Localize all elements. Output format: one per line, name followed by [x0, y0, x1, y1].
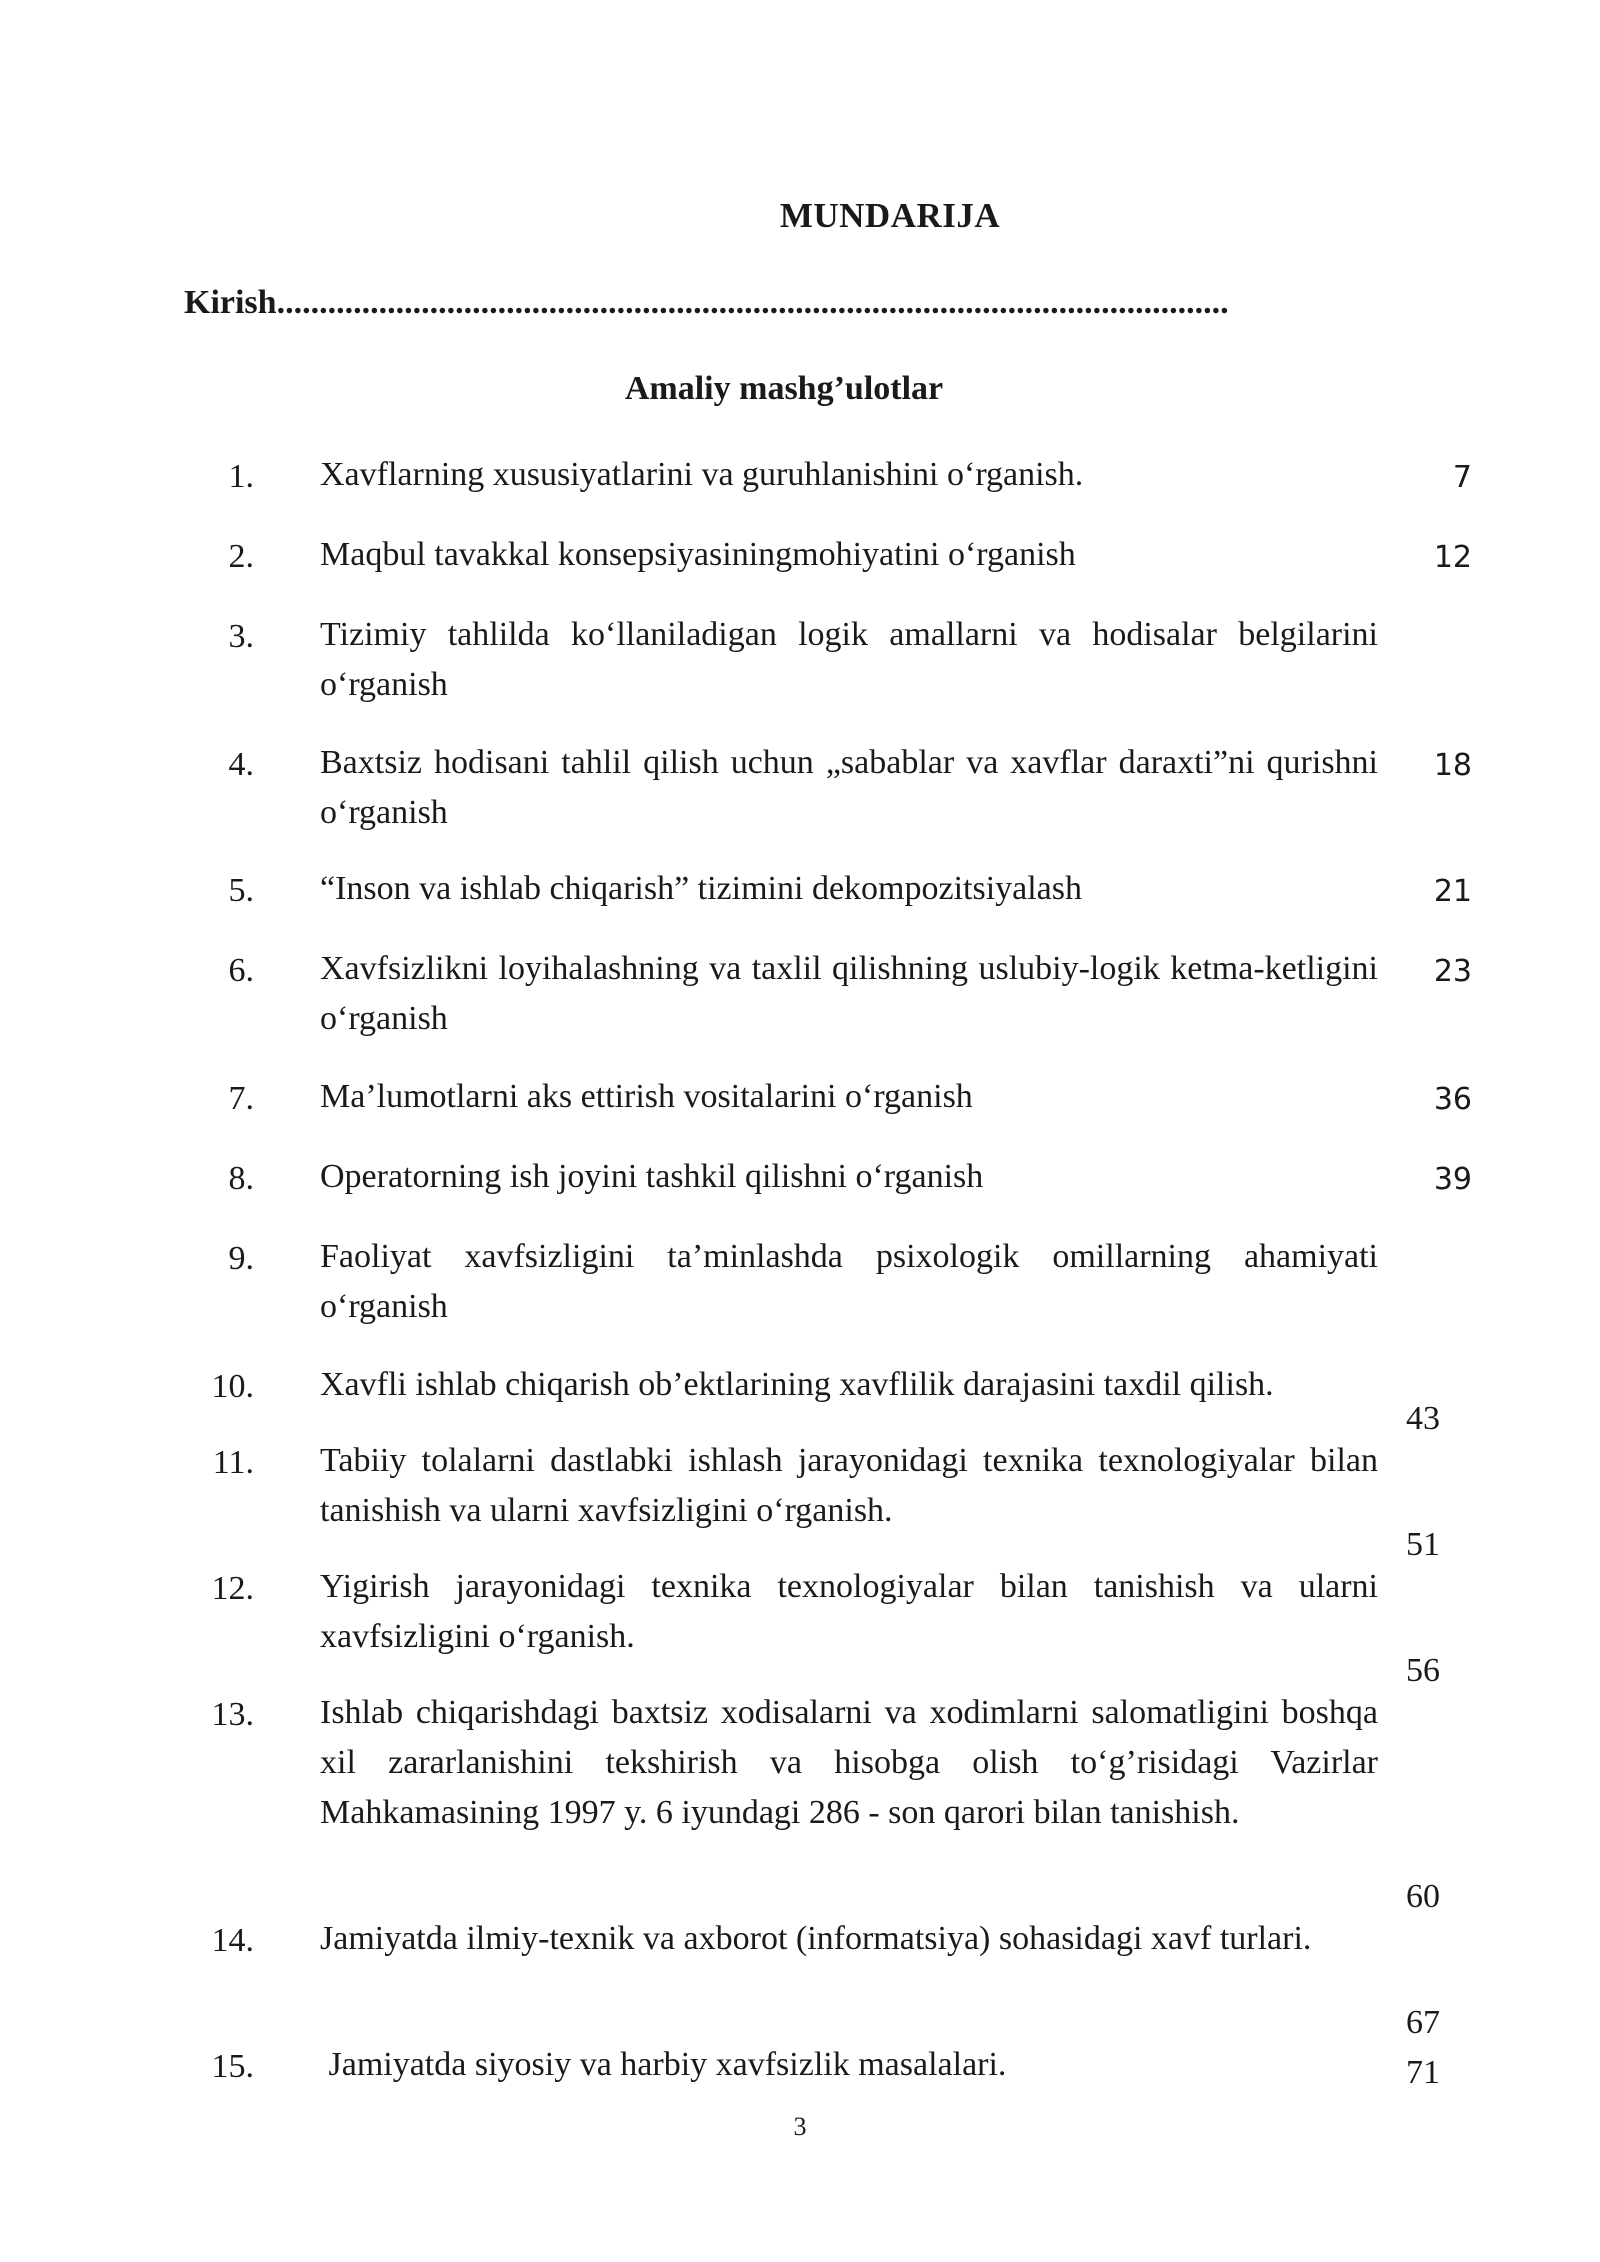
toc-item-title: Ishlab chiqarishdagi baxtsiz xodisalarni va xodimlarni salomatligini boshqa xil zararlanishini tekshirish va hisobga olish to‘g’risidagi Vazirlar Mahkamasining 1997 y. 6 iyundagi 286 - son qarori bilan tanishish. — [320, 1694, 1378, 1831]
toc-item-number: 2. — [228, 538, 254, 575]
toc-item-title: Yigirish jarayonidagi texnika texnologiyalar bilan tanishish va ularni xavfsizligini o‘rganish. — [320, 1568, 1378, 1655]
toc-item-title: Ma’lumotlarni aks ettirish vositalarini o‘rganish — [320, 1078, 973, 1115]
page-number: 3 — [793, 2112, 807, 2141]
toc-item-number: 11. — [212, 1444, 254, 1481]
toc-intro-entry — [184, 284, 1344, 322]
toc-item-number: 6. — [228, 952, 254, 989]
toc-item-page: 7 — [1452, 460, 1472, 495]
toc-item-page: 21 — [1433, 874, 1472, 909]
toc-item-number: 13. — [211, 1696, 254, 1733]
page-title: MUNDARIJA — [779, 196, 1001, 235]
toc-item-page: 12 — [1433, 540, 1472, 575]
toc-item-number: 3. — [228, 618, 254, 655]
toc-item-page: 36 — [1433, 1082, 1472, 1117]
toc-item-title: Xavfsizlikni loyihalashning va taxlil qilishning uslubiy-logik ketma-ketligini o‘rganish — [320, 950, 1378, 1037]
toc-item-title: Xavfli ishlab chiqarish ob’ektlarining xavflilik darajasini taxdil qilish. — [320, 1366, 1274, 1403]
section-title-text: Amaliy mashg’ulotlar — [624, 370, 944, 407]
toc-item-page: 39 — [1433, 1162, 1472, 1197]
toc-item-page: 56 — [1406, 1652, 1440, 1689]
toc-item-title: Jamiyatda siyosiy va harbiy xavfsizlik masalalari. — [320, 2046, 1007, 2083]
toc-item-title: Operatorning ish joyini tashkil qilishni o‘rganish — [320, 1158, 984, 1195]
toc-item-number: 12. — [211, 1570, 254, 1607]
toc-item-title: Baxtsiz hodisani tahlil qilish uchun „sabablar va xavflar daraxti”ni qurishni o‘rganish — [320, 744, 1378, 831]
toc-item-page: 60 — [1406, 1878, 1440, 1915]
toc-item-number: 4. — [228, 746, 254, 783]
toc-item-page: 43 — [1406, 1400, 1440, 1437]
toc-item-title: Maqbul tavakkal konsepsiyasiningmohiyatini o‘rganish — [320, 536, 1076, 573]
toc-item-title: Xavflarning xususiyatlarini va guruhlanishini o‘rganish. — [320, 456, 1084, 493]
toc-item-number: 15. — [211, 2048, 254, 2085]
toc-item-title: “Inson va ishlab chiqarish” tizimini dekompozitsiyalash — [320, 870, 1082, 907]
toc-item-page: 71 — [1406, 2054, 1440, 2091]
toc-item-page: 23 — [1433, 954, 1472, 989]
toc-item-number: 5. — [228, 872, 254, 909]
toc-item-number: 9. — [228, 1240, 254, 1277]
toc-item-page: 67 — [1406, 2004, 1440, 2041]
toc-item-title: Faoliyat xavfsizligini ta’minlashda psixologik omillarning ahamiyati o‘rganish — [320, 1238, 1378, 1325]
toc-item-page: 18 — [1433, 748, 1472, 783]
toc-item-number: 8. — [228, 1160, 254, 1197]
toc-intro-leader: ................................................................................................................ — [276, 284, 1229, 321]
toc-item-title: Tizimiy tahlilda ko‘llaniladigan logik amallarni va hodisalar belgilarini o‘rganish — [320, 616, 1378, 703]
section-title — [0, 370, 1600, 408]
toc-item-page: 51 — [1406, 1526, 1440, 1563]
toc-item-number: 10. — [211, 1368, 254, 1405]
toc-item-number: 14. — [211, 1922, 254, 1959]
toc-item-number: 1. — [228, 458, 254, 495]
toc-item-title: Tabiiy tolalarni dastlabki ishlash jarayonidagi texnika texnologiyalar bilan tanishish va ularni xavfsizligini o‘rganish. — [320, 1442, 1378, 1529]
toc-intro-label: Kirish — [184, 284, 277, 321]
toc-item-number: 7. — [228, 1080, 254, 1117]
toc-item-title: Jamiyatda ilmiy-texnik va axborot (informatsiya) sohasidagi xavf turlari. — [320, 1920, 1312, 1957]
